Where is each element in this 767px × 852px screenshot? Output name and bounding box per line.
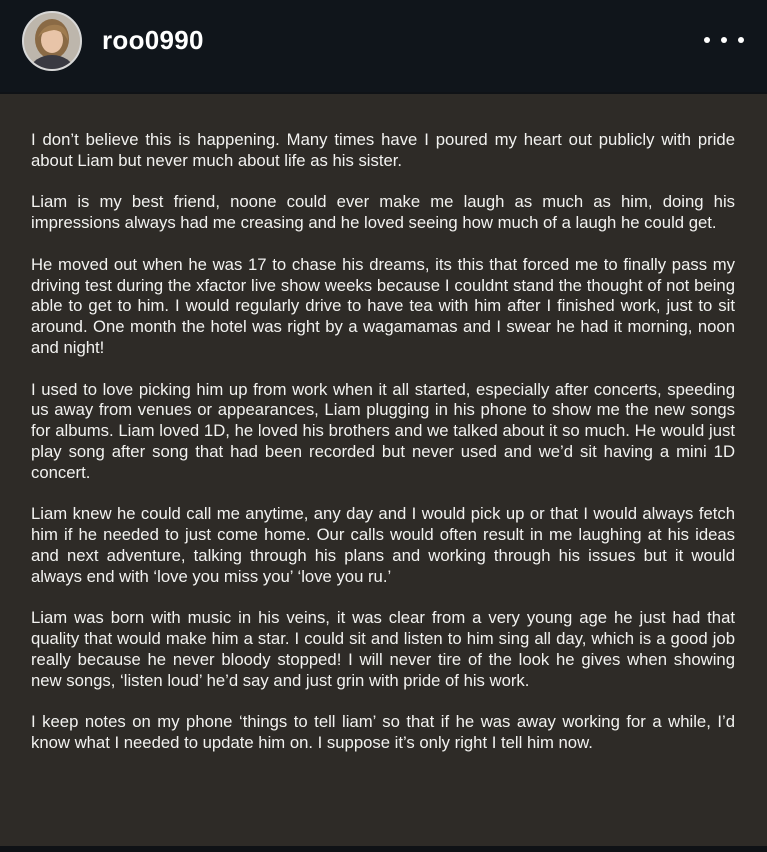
paragraph: I don’t believe this is happening. Many times have I poured my heart out publicly with pride about Liam but never much about life as his sister. [31,130,735,170]
bottom-divider [0,846,767,852]
more-options-icon[interactable] [704,30,744,50]
paragraph: Liam is my best friend, noone could ever make me laugh as much as him, doing his impressions always had me creasing and he loved seeing how much of a laugh he could get. [31,192,735,233]
more-dot [738,37,744,43]
avatar[interactable] [22,11,82,71]
paragraph: He moved out when he was 17 to chase his dreams, its this that forced me to finally pass my driving test during the xfactor live show weeks because I couldnt stand the thought of not being able to get to him. I would regularly drive to have tea with him after I finished work, just to sit around. One month the hotel was right by a wagamamas and I swear he had it morning, noon and night! [31,254,735,357]
post-text [31,130,735,775]
post-header [0,0,767,92]
paragraph: Liam was born with music in his veins, it was clear from a very young age he just had that quality that would make him a star. I could sit and listen to him sing all day, which is a good job really because he never bloody stopped! I will never tire of the look he gives when showing new songs, ‘listen loud’ he’d say and just grin with pride of his work. [31,608,735,690]
more-dot [704,37,710,43]
post-image [0,94,767,846]
paragraph: I keep notes on my phone ‘things to tell liam’ so that if he was away working for a while, I’d know what I needed to update him on. I suppose it’s only right I tell him now. [31,712,735,753]
paragraph: I used to love picking him up from work when it all started, especially after concerts, speeding us away from venues or appearances, Liam plugging in his phone to show me the new songs for albums. Liam loved 1D, he loved his brothers and we talked about it so much. He would just play song after song that had been recorded but never used and we’d sit having a mini 1D concert. [31,379,735,482]
profile-photo-icon [24,13,80,69]
username[interactable]: roo0990 [102,25,204,55]
paragraph: Liam knew he could call me anytime, any day and I would pick up or that I would always fetch him if he needed to just come home. Our calls would often result in me laughing at his ideas and next adventure, talking through his plans and working through his issues but it would always end with ‘love you miss you’ ‘love you ru.’ [31,504,735,586]
more-dot [721,37,727,43]
